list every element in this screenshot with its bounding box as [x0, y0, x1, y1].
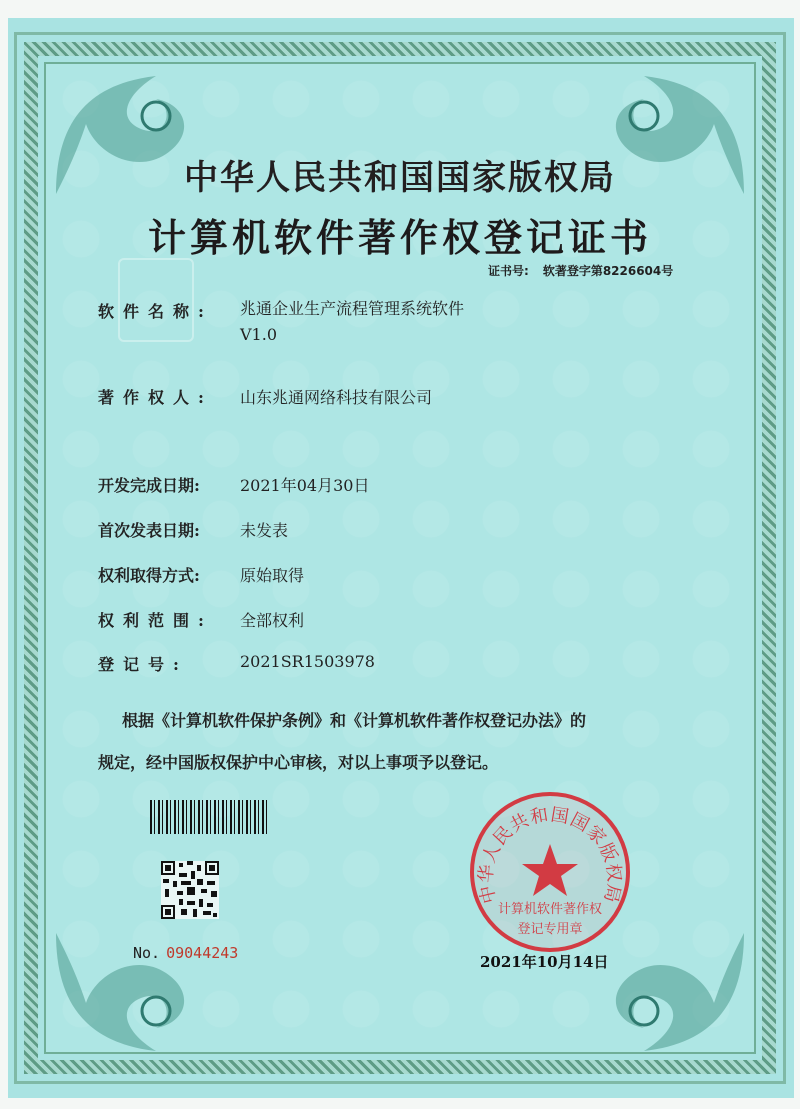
issue-date: 2021年10月14日 [480, 953, 609, 971]
field-label: 登记号: [98, 655, 188, 674]
barcode-icon [150, 800, 268, 834]
certificate-number [488, 262, 673, 279]
serial-prefix: No. [133, 944, 161, 962]
serial-value: 09044243 [166, 944, 239, 962]
field-label: 首次发表日期: [98, 521, 200, 540]
field-value: 原始取得 [240, 566, 305, 585]
field-value: 2021年04月30日 [240, 476, 370, 495]
field-value: 全部权利 [240, 611, 305, 630]
field-label: 开发完成日期: [98, 476, 200, 495]
seal-line1: 计算机软件著作权 [497, 902, 602, 917]
qr-code-icon [161, 861, 219, 919]
software-name-line1: 兆通企业生产流程管理系统软件 [240, 299, 465, 318]
statement-line: 根据《计算机软件保护条例》和《计算机软件著作权登记办法》的 [122, 711, 587, 730]
seal-ring-text: 中华人民共和国国家版权局 [475, 804, 625, 906]
field-value: 山东兆通网络科技有限公司 [240, 388, 433, 407]
field-label: 软件名称: [98, 302, 213, 321]
field-software-name [98, 299, 464, 348]
issuing-authority: 中华人民共和国国家版权局 [184, 158, 616, 198]
field-value: 未发表 [240, 521, 289, 540]
certificate-title: 计算机软件著作权登记证书 [147, 215, 652, 260]
serial-number [133, 944, 238, 962]
field-value [240, 296, 464, 348]
field-copyright-owner [98, 385, 432, 408]
statement-line: 规定，经中国版权保护中心审核，对以上事项予以登记。 [98, 753, 499, 772]
field-label: 著作权人: [98, 388, 213, 407]
field-label: 权利范围: [98, 611, 213, 630]
field-development-date [98, 473, 369, 496]
field-value: 2021SR1503978 [240, 652, 375, 671]
registration-statement [98, 700, 698, 784]
certificate-number-value: 软著登字第8226604号 [542, 264, 674, 278]
software-version: V1.0 [240, 325, 277, 344]
field-registration-number [98, 652, 375, 675]
field-rights-scope [98, 608, 304, 631]
field-label: 权利取得方式: [98, 566, 200, 585]
seal-line2: 登记专用章 [517, 922, 583, 937]
field-first-publication [98, 518, 288, 541]
field-acquisition-method [98, 563, 304, 586]
certificate-number-label: 证书号: [488, 264, 529, 278]
